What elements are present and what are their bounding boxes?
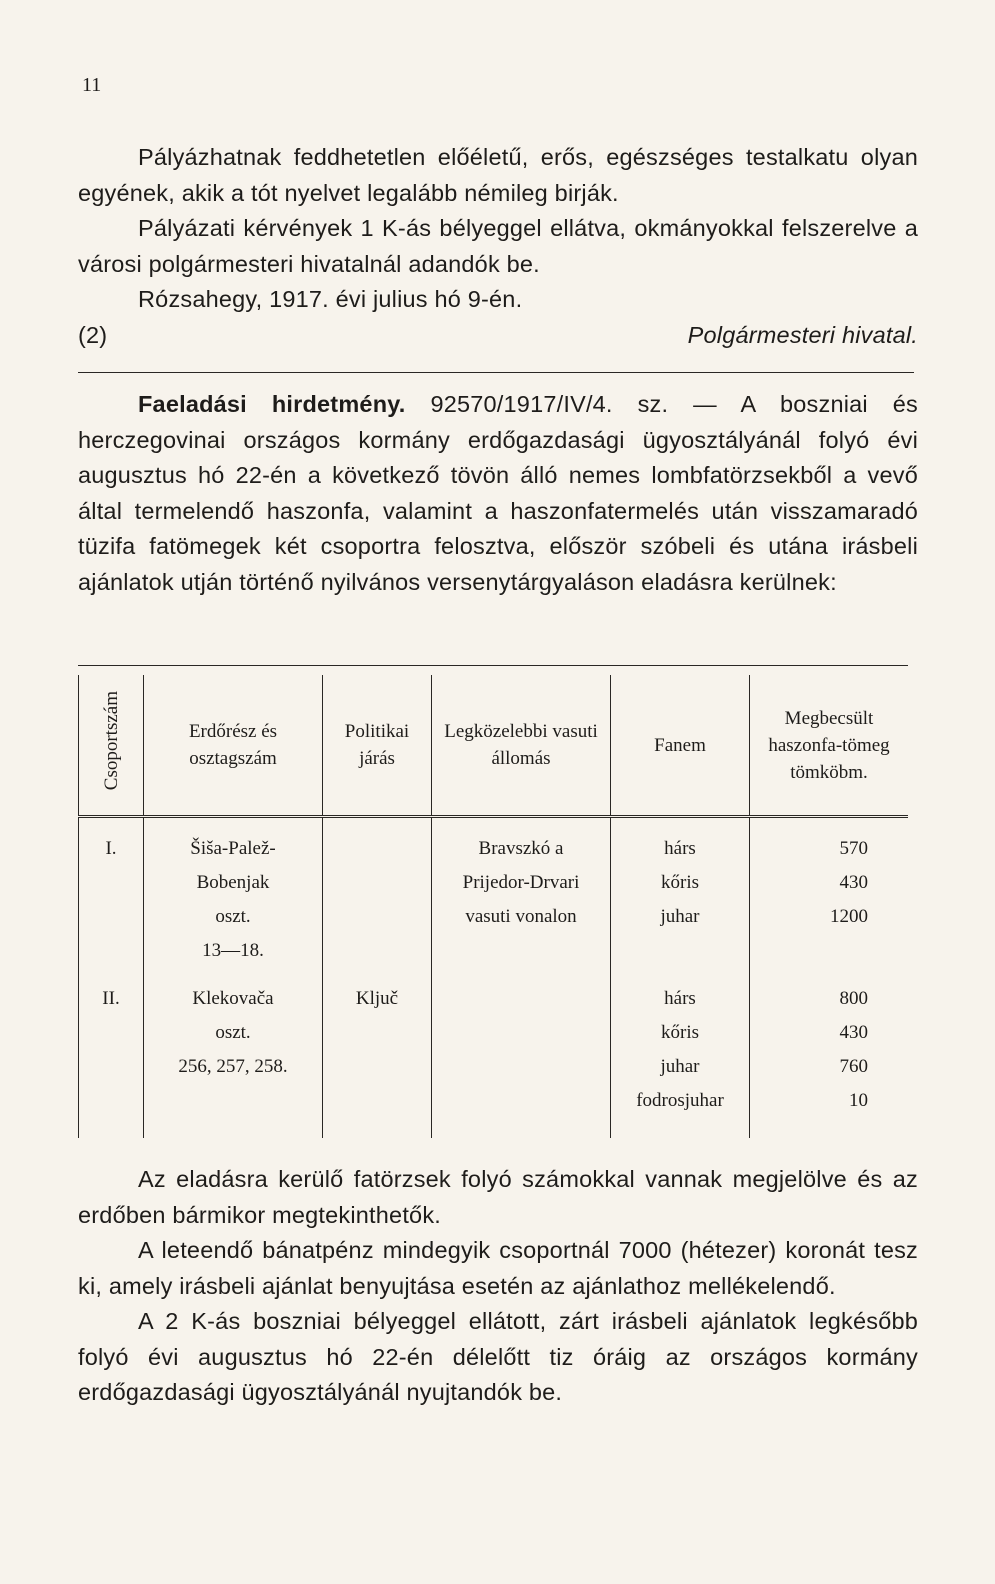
paragraph: A 2 K-ás boszniai bélyeggel ellátott, zárt irásbeli ajánlatok legkésőbb folyó évi augusztus hó 22-én délelőtt tiz óráig az országos kormány erdőgazdasági ügyosztályánál nyujtandók be. [78, 1308, 918, 1405]
district-cell: Ključ [323, 968, 432, 1138]
notice-heading: Faeladási hirdetmény. [138, 391, 406, 417]
col-header-volume: Megbecsült haszonfa-tömeg tömköbm. [750, 675, 909, 817]
col-header-species: Fanem [611, 675, 750, 817]
paragraph: Az eladásra kerülő fatörzsek folyó számokkal vannak megjelölve és az erdőben bármikor megtekinthetők. [78, 1166, 918, 1228]
signature-line [78, 318, 918, 354]
district-cell [323, 817, 432, 969]
date-line: Rózsahegy, 1917. évi julius hó 9-én. [138, 286, 523, 312]
table-row [79, 968, 909, 1138]
section-divider [78, 372, 914, 373]
forest-cell: Klekovača oszt. 256, 257, 258. [144, 968, 323, 1138]
station-cell: Bravszkó a Prijedor-Drvari vasuti vonalon [432, 817, 611, 969]
volume-cell: 570 430 1200 [750, 817, 909, 969]
col-header-district: Politikai járás [323, 675, 432, 817]
timber-sale-table [78, 675, 908, 1138]
sale-notice [78, 387, 918, 600]
notice-number: (2) [78, 321, 108, 348]
group-cell: II. [79, 968, 144, 1138]
species-cell: hárs kőris juhar [611, 817, 750, 969]
group-cell: I. [79, 817, 144, 969]
species-cell: hárs kőris juhar fodrosjuhar [611, 968, 750, 1138]
table-row [79, 817, 909, 969]
col-header-forest: Erdőrész és osztagszám [144, 675, 323, 817]
col-header-group: Csoportszám [79, 675, 144, 817]
table-top-rule [78, 665, 908, 666]
paragraph: A leteendő bánatpénz mindegyik csoportnál 7000 (hétezer) koronát tesz ki, amely irásbeli ajánlat benyujtása esetén az ajánlathoz mellékelendő. [78, 1237, 918, 1299]
col-header-station: Legközelebbi vasuti állomás [432, 675, 611, 817]
volume-cell: 800 430 760 10 [750, 968, 909, 1138]
notice-intro: 92570/1917/IV/4. sz. — A boszniai és herczegovinai országos kormány erdőgazdasági ügyosztályánál folyó évi augusztus hó 22-én a következő tövön álló nemes lombfatörzsekből a vevő által termelendő haszonfa, valamint a haszonfatermelés után visszamaradó tüzifa fatömegek két csoportra felosztva, először szóbeli és utána irásbeli ajánlatok utján történő nyilvános versenytárgyaláson eladásra kerülnek: [78, 391, 918, 595]
paragraph: Pályázhatnak feddhetetlen előéletű, erős, egészséges testalkatu olyan egyének, akik a tót nyelvet legalább némileg birják. [78, 144, 918, 206]
closing-notice [78, 1162, 918, 1411]
forest-cell: Šiša-Palež- Bobenjak oszt. 13—18. [144, 817, 323, 969]
page-number: 11 [82, 74, 102, 96]
signature: Polgármesteri hivatal. [687, 321, 918, 348]
first-notice [78, 140, 918, 353]
station-cell [432, 968, 611, 1138]
paragraph: Pályázati kérvények 1 K-ás bélyeggel ellátva, okmányokkal felszerelve a városi polgármesteri hivatalnál adandók be. [78, 215, 918, 277]
